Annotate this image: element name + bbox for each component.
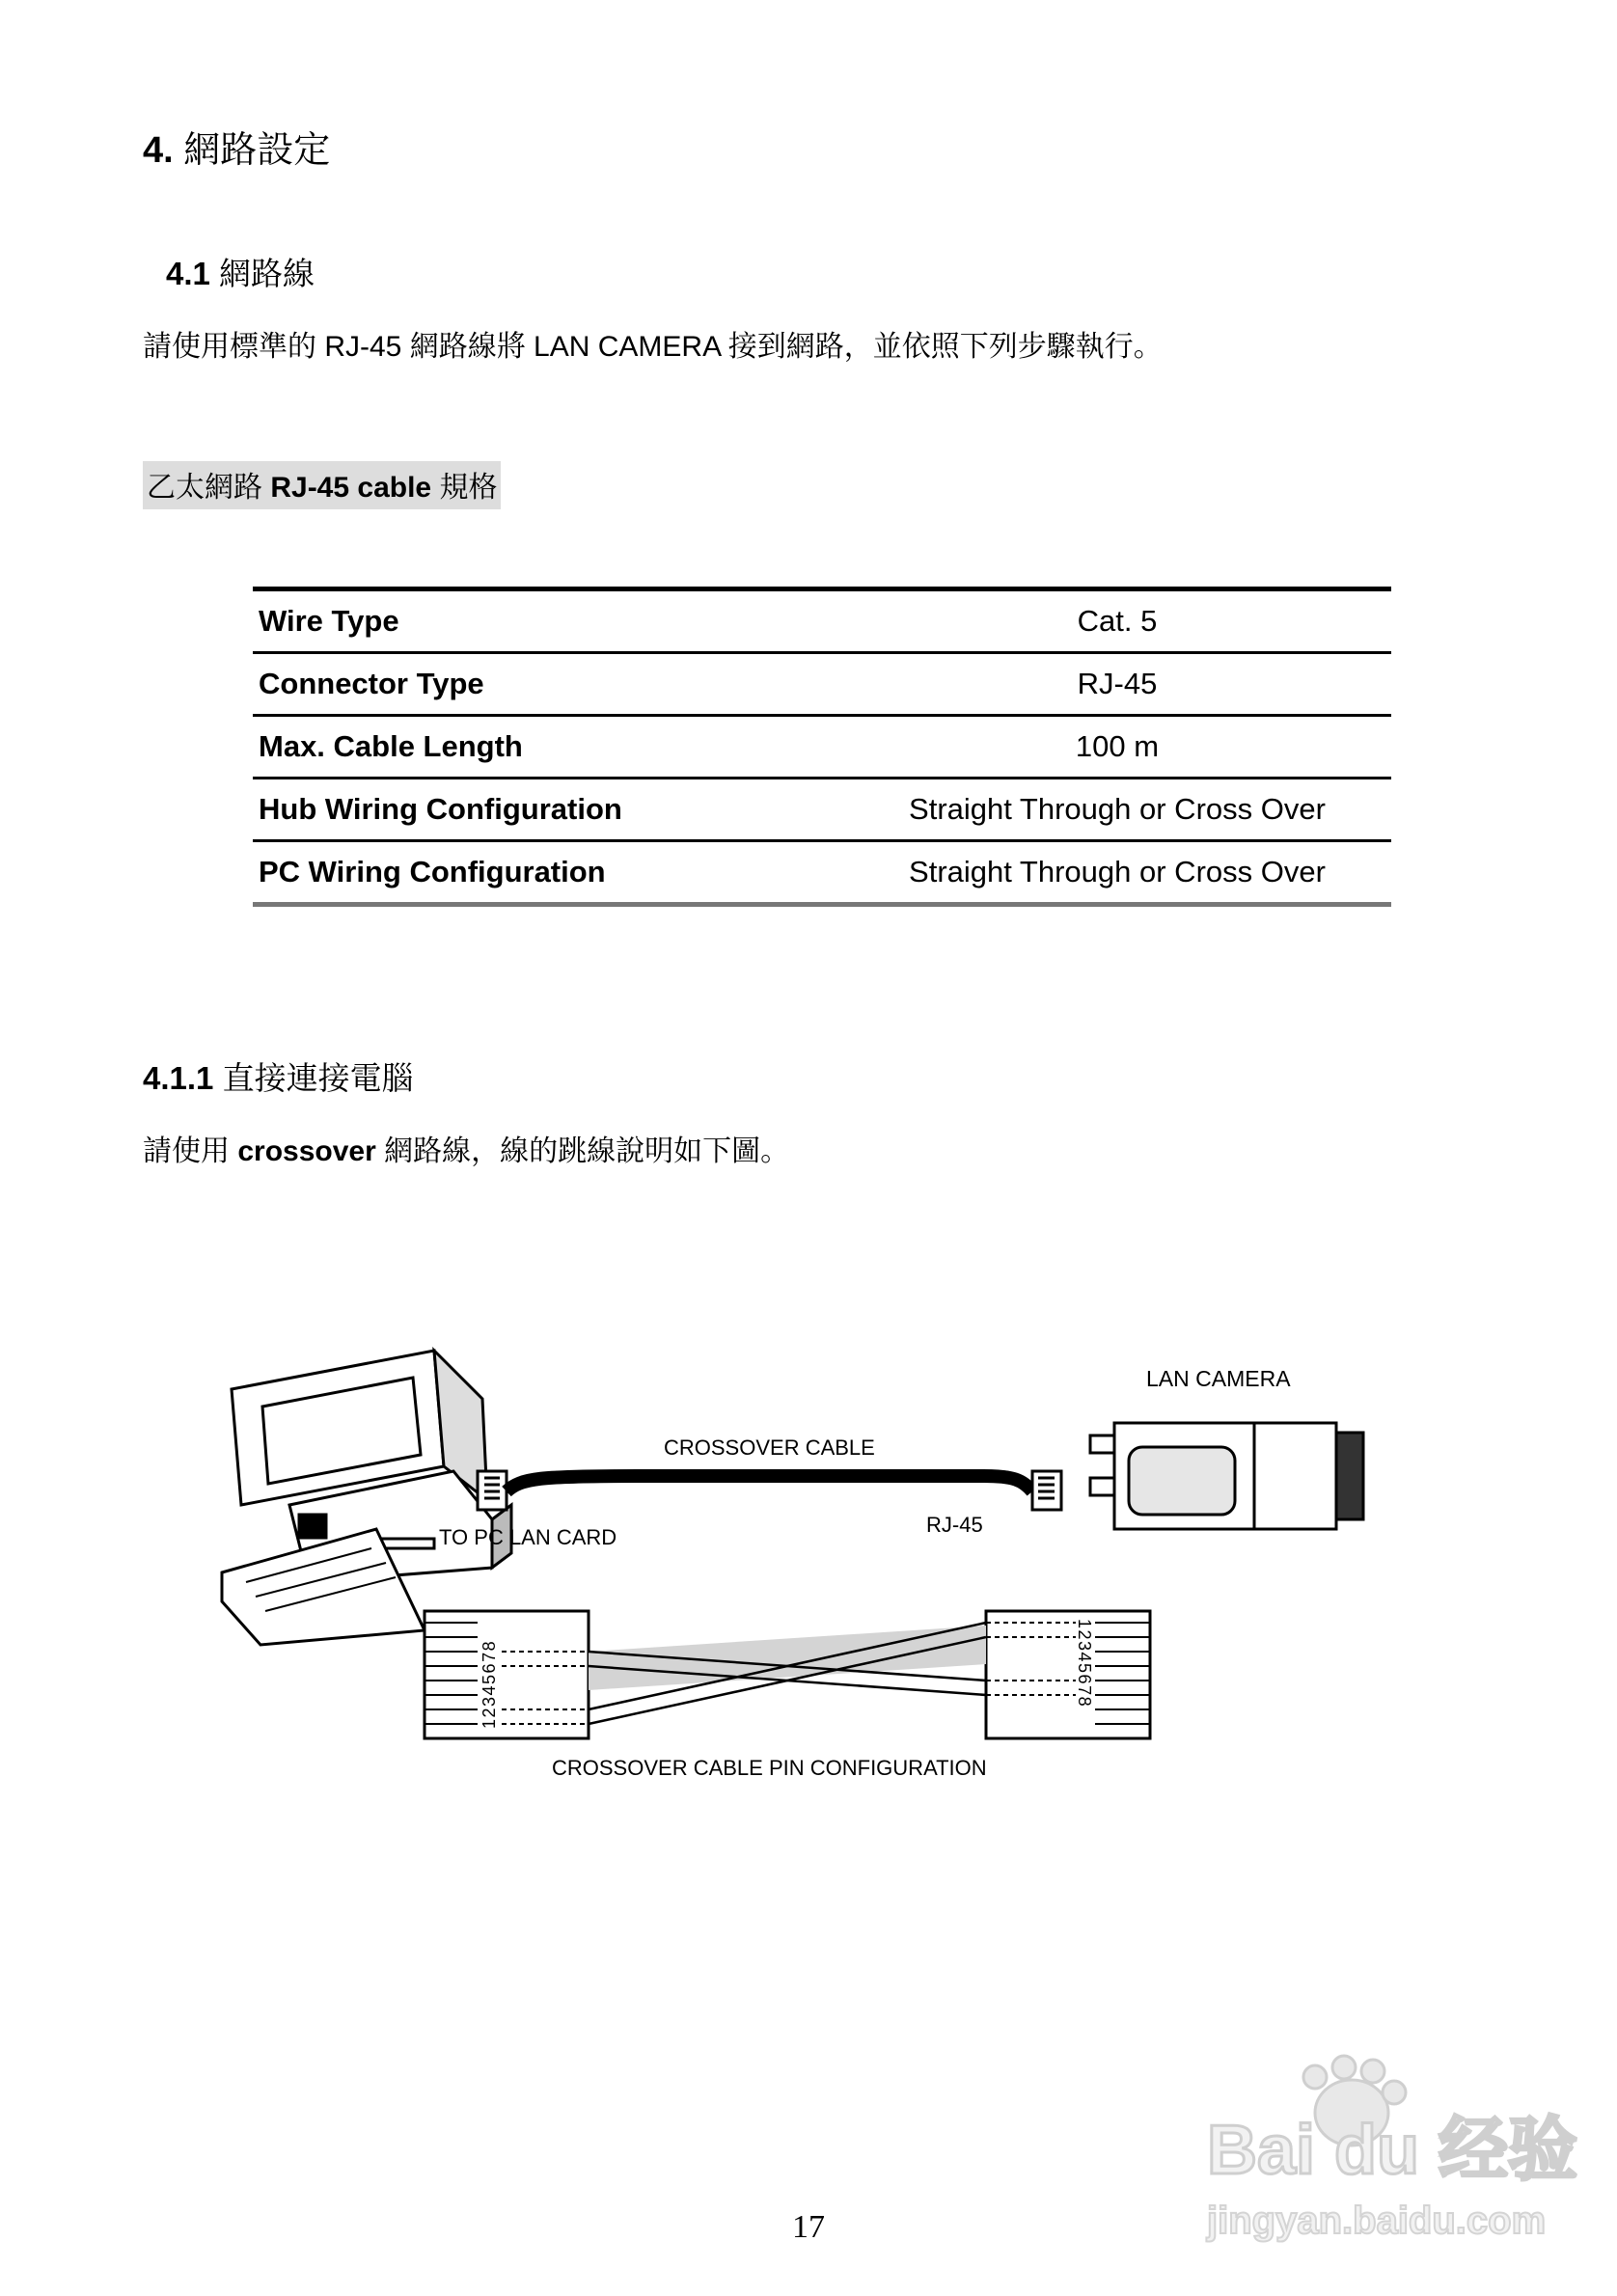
subsection-number: 4.1.1 <box>143 1060 214 1096</box>
diagram-caption: CROSSOVER CABLE PIN CONFIGURATION <box>552 1756 987 1780</box>
table-row <box>253 841 1391 905</box>
section-heading <box>166 249 315 294</box>
chapter-heading <box>143 120 330 173</box>
left-pin-numbers: 12345678 <box>480 1639 499 1729</box>
watermark-url: jingyan.baidu.com <box>1207 2200 1547 2242</box>
spec-value: 100 m <box>843 716 1391 779</box>
table-row <box>253 779 1391 841</box>
page-number: 17 <box>792 2209 825 2245</box>
spec-key: Max. Cable Length <box>253 716 843 779</box>
spec-table <box>253 587 1391 907</box>
spec-value: Straight Through or Cross Over <box>843 779 1391 841</box>
spec-key: Hub Wiring Configuration <box>253 779 843 841</box>
watermark-brand: Bai du 经验 <box>1207 2112 1578 2189</box>
subsection-title: 直接連接電腦 <box>222 1060 414 1096</box>
rj45-plug-left <box>478 1471 507 1510</box>
table-row <box>253 653 1391 716</box>
pin-configuration <box>425 1611 1150 1738</box>
spec-key: Connector Type <box>253 653 843 716</box>
instruction-paragraph: 請使用 crossover 網路線，線的跳線說明如下圖。 <box>143 1135 790 1167</box>
subsection-heading <box>143 1053 414 1099</box>
chapter-number: 4. <box>143 130 174 171</box>
spec-value: Cat. 5 <box>843 589 1391 653</box>
rj45-label: RJ-45 <box>926 1513 983 1537</box>
section-number: 4.1 <box>166 256 210 291</box>
crossover-diagram <box>203 1331 1409 1814</box>
spec-key: Wire Type <box>253 589 843 653</box>
camera-label: LAN CAMERA <box>1146 1366 1291 1391</box>
table-row <box>253 589 1391 653</box>
right-pin-numbers: 12345678 <box>1075 1619 1094 1708</box>
table-row <box>253 716 1391 779</box>
spec-value: Straight Through or Cross Over <box>843 841 1391 905</box>
lan-camera-illustration <box>1090 1423 1363 1529</box>
intro-paragraph: 請使用標準的 RJ-45 網路線將 LAN CAMERA 接到網路，並依照下列步驟執行。 <box>143 331 1163 363</box>
spec-value: RJ-45 <box>843 653 1391 716</box>
cable-label: CROSSOVER CABLE <box>664 1435 875 1460</box>
spec-title: 乙太網路 RJ-45 cable 規格 <box>143 461 501 509</box>
crossover-cable-line <box>507 1476 1032 1491</box>
baidu-watermark <box>1207 2060 1578 2243</box>
spec-key: PC Wiring Configuration <box>253 841 843 905</box>
section-title: 網路線 <box>219 256 315 291</box>
pc-lan-card-label: TO PC LAN CARD <box>439 1525 617 1549</box>
chapter-title: 網路設定 <box>183 130 331 171</box>
computer-illustration <box>222 1351 511 1645</box>
rj45-plug-right <box>1032 1471 1061 1510</box>
